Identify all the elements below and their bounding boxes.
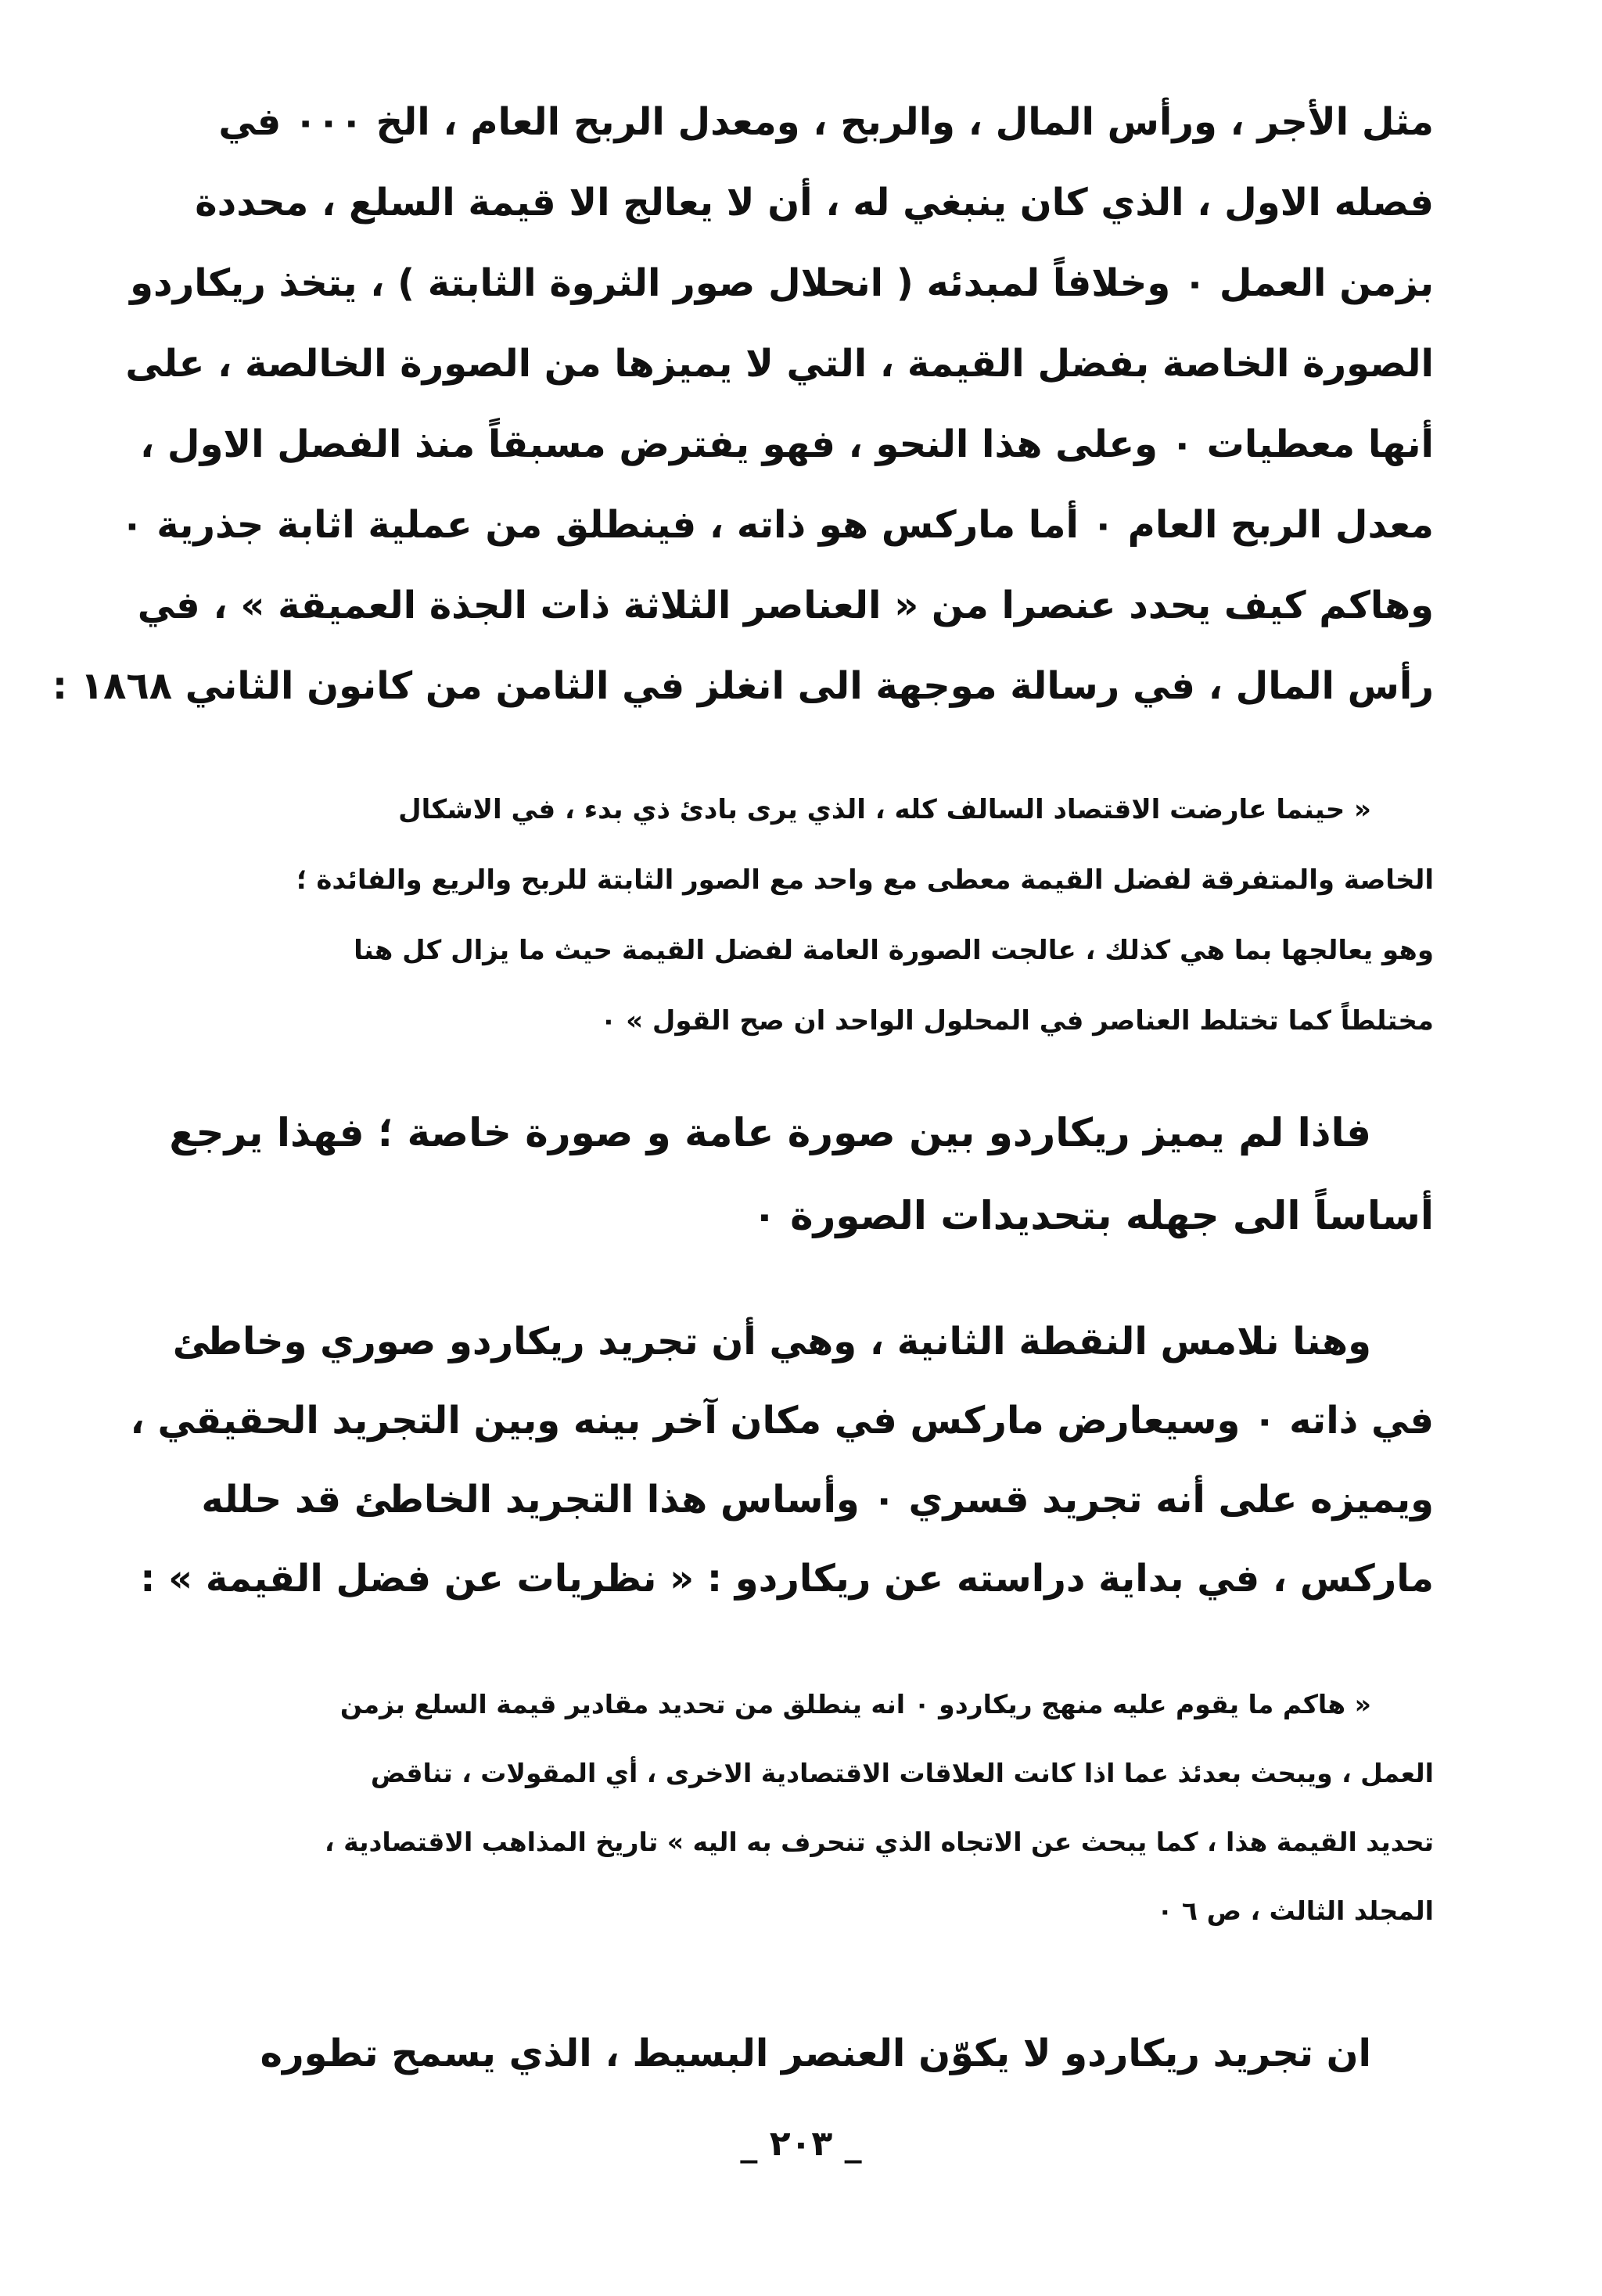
- text-line: أساساً الى جهله بتحديدات الصورة ٠: [753, 1193, 1434, 1238]
- text-line: أنها معطيات ٠ وعلى هذا النحو ، فهو يفترض مسبقاً منذ الفصل الاول ،: [139, 422, 1434, 466]
- text-line: بزمن العمل ٠ وخلافاً لمبدئه ( انحلال صور الثروة الثابتة ) ، يتخذ ريكاردو: [130, 261, 1434, 305]
- quote-line: مختلطاً كما تختلط العناصر في المحلول الواحد ان صح القول » ٠: [600, 1005, 1434, 1037]
- text-line: ماركس ، في بداية دراسته عن ريكاردو : « نظريات عن فضل القيمة » :: [140, 1557, 1434, 1601]
- quote-line: تحديد القيمة هذا ، كما يبحث عن الاتجاه الذي تنحرف به اليه » تاريخ المذاهب الاقتصادية ،: [325, 1827, 1434, 1857]
- text-line: وهاكم كيف يحدد عنصرا من « العناصر الثلاثة ذات الجذة العميقة » ، في: [137, 584, 1434, 627]
- text-line: فاذا لم يميز ريكاردو بين صورة عامة و صورة خاصة ؛ فهذا يرجع: [169, 1110, 1371, 1155]
- text-line: وهنا نلامس النقطة الثانية ، وهي أن تجريد ريكاردو صوري وخاطئ: [172, 1320, 1371, 1364]
- text-line: ان تجريد ريكاردو لا يكوّن العنصر البسيط ، الذي يسمح تطوره: [260, 2032, 1371, 2075]
- quote-line: « هاكم ما يقوم عليه منهج ريكاردو ٠ انه ينطلق من تحديد مقادير قيمة السلع بزمن: [339, 1689, 1371, 1719]
- block-quote-2: [160, 1670, 1434, 1946]
- page-number: _ ٢٠٣ _: [740, 2124, 862, 2164]
- text-line: الصورة الخاصة بفضل القيمة ، التي لا يميزها من الصورة الخالصة ، على: [125, 342, 1434, 386]
- quote-line: وهو يعالجها بما هي كذلك ، عالجت الصورة العامة لفضل القيمة حيث ما يزال كل هنا: [354, 935, 1434, 966]
- block-quote-1: [160, 774, 1434, 1056]
- body-paragraph-3: [130, 1303, 1434, 1619]
- body-paragraph-1: [52, 82, 1434, 727]
- text-line: رأس المال ، في رسالة موجهة الى انغلز في الثامن من كانون الثاني ١٨٦٨ :: [52, 664, 1434, 708]
- text-line: في ذاته ٠ وسيعارض ماركس في مكان آخر بينه وبين التجريد الحقيقي ،: [130, 1399, 1434, 1443]
- body-paragraph-4: [160, 2014, 1434, 2093]
- quote-line: « حينما عارضت الاقتصاد السالف كله ، الذي يرى بادئ ذي بدء ، في الاشكال: [398, 794, 1371, 825]
- quote-line: العمل ، ويبحث بعدئذ عما اذا كانت العلاقات الاقتصادية الاخرى ، أي المقولات ، تناقض: [370, 1758, 1434, 1788]
- quote-line: الخاصة والمتفرقة لفضل القيمة معطى مع واحد مع الصور الثابتة للربح والريع والفائدة ؛: [296, 864, 1434, 896]
- text-line: معدل الربح العام ٠ أما ماركس هو ذاته ، فينطلق من عملية اثابة جذرية ٠: [120, 503, 1434, 547]
- text-line: ويميزه على أنه تجريد قسري ٠ وأساس هذا التجريد الخاطئ قد حلله: [201, 1478, 1434, 1522]
- quote-line: المجلد الثالث ، ص ٦ ٠: [1157, 1895, 1434, 1926]
- body-paragraph-2: [160, 1091, 1434, 1257]
- text-line: مثل الأجر ، ورأس المال ، والربح ، ومعدل الربح العام ، الخ ٠٠٠ في: [218, 100, 1434, 144]
- text-line: فصله الاول ، الذي كان ينبغي له ، أن لا يعالج الا قيمة السلع ، محددة: [195, 181, 1434, 225]
